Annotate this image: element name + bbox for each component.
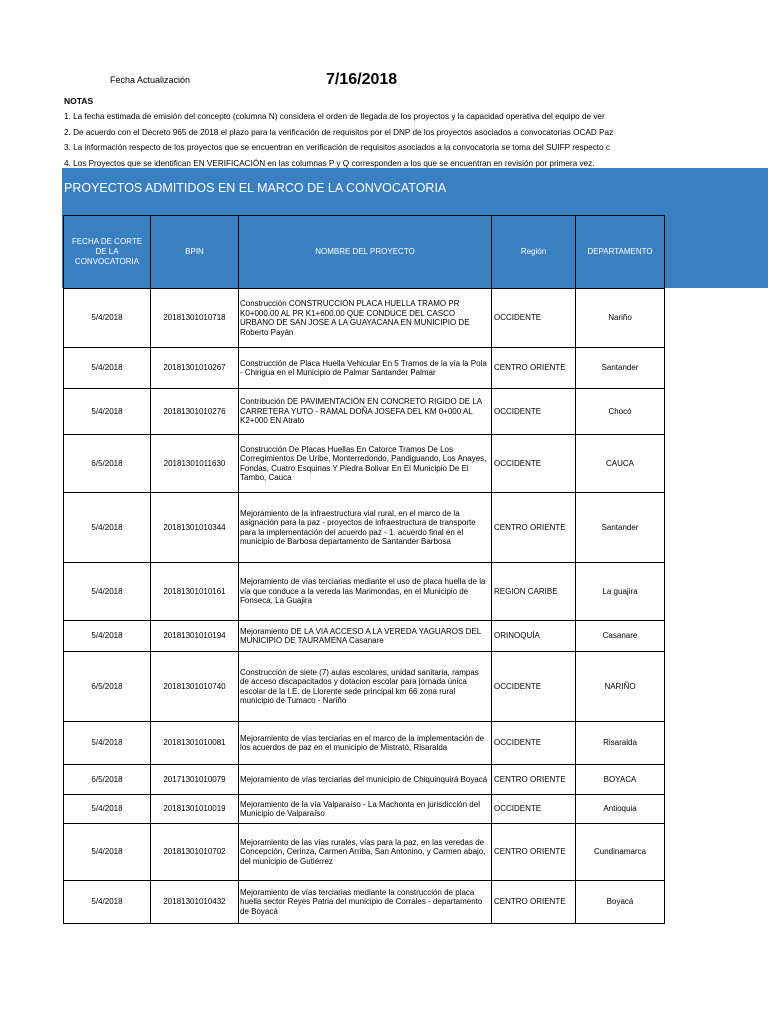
cell-nombre: Construcción De Placas Huellas En Catorce Tramos De Los Corregimientos De Uribe, Monterredondo, Pandiguando, Los Anayes, Fondas, Cuatro Esquinas Y Piedra Bolivar En El Municipio De El Tambo, Cauca (239, 435, 492, 493)
notes-title: NOTAS (64, 96, 94, 106)
cell-departamento: Chocó (576, 389, 665, 435)
cell-bpin: 20181301010740 (151, 652, 239, 722)
cell-nombre: Contribución DE PAVIMENTACIÓN EN CONCRETO RIGIDO DE LA CARRETERA YUTO - RAMAL DOÑA JOSEFA DEL KM 0+000 AL K2+000 EN Atrato (239, 389, 492, 435)
table-row (64, 348, 665, 389)
cell-bpin: 20181301010344 (151, 493, 239, 563)
table-row (64, 765, 665, 795)
cell-bpin: 20181301010161 (151, 563, 239, 621)
cell-region: CENTRO ORIENTE (492, 765, 576, 795)
cell-bpin: 20181301010267 (151, 348, 239, 389)
header-region: Región (492, 216, 576, 289)
projects-table (63, 215, 665, 924)
cell-region: CENTRO ORIENTE (492, 824, 576, 881)
cell-fecha: 5/4/2018 (64, 563, 151, 621)
cell-region: CENTRO ORIENTE (492, 493, 576, 563)
cell-fecha: 6/5/2018 (64, 652, 151, 722)
cell-bpin: 20181301010194 (151, 621, 239, 652)
cell-nombre: Mejoramiento de vías terciarias en el marco de la implementación de los acuerdos de paz en el municipio de Mistrató, Risaralda (239, 722, 492, 765)
cell-fecha: 5/4/2018 (64, 795, 151, 824)
cell-fecha: 5/4/2018 (64, 722, 151, 765)
cell-nombre: Mejoramiento de vías terciarias mediante la construcción de placa huella sector Reyes Patria del municipio de Corrales - departamento de Boyacá (239, 881, 492, 924)
cell-bpin: 20181301010702 (151, 824, 239, 881)
table-row (64, 824, 665, 881)
cell-departamento: Risaralda (576, 722, 665, 765)
note-2: 2. De acuerdo con el Decreto 965 de 2018 el plazo para la verificación de requisitos por el DNP de los proyectos asociados a convocatorias OCAD Paz (64, 127, 614, 137)
cell-fecha: 5/4/2018 (64, 389, 151, 435)
table-row (64, 881, 665, 924)
cell-fecha: 5/4/2018 (64, 621, 151, 652)
table-row (64, 389, 665, 435)
cell-nombre: Construcción de Placa Huella Vehicular En 5 Tramos de la vía la Pola - Chirigua en el Municipio de Palmar Santander Palmar (239, 348, 492, 389)
cell-bpin: 20181301011630 (151, 435, 239, 493)
cell-departamento: Casanare (576, 621, 665, 652)
cell-nombre: Mejoramiento de la vía Valparaíso - La Machonta en jurisdicción del Municipio de Valparaíso (239, 795, 492, 824)
cell-region: OCCIDENTE (492, 722, 576, 765)
cell-region: OCCIDENTE (492, 652, 576, 722)
cell-nombre: Mejoramiento de la infraestructura vial rural, en el marco de la asignación para la paz - proyectos de infraestructura de transporte para la implementación del acuerdo paz - 1. acuerdo final en el municipio de Barbosa departamento de Santander Barbosa (239, 493, 492, 563)
table-row (64, 493, 665, 563)
header-bpin: BPIN (151, 216, 239, 289)
cell-departamento: Antioquia (576, 795, 665, 824)
cell-fecha: 5/4/2018 (64, 493, 151, 563)
cell-fecha: 5/4/2018 (64, 824, 151, 881)
cell-nombre: Mejoramiento de vías terciarias mediante el uso de placa huella de la vía que conduce a la vereda las Marimondas, en el Municipio de Fonseca, La Guajira (239, 563, 492, 621)
cell-nombre: Mejoramiento DE LA VIA ACCESO A LA VEREDA YAGUAROS DEL MUNICIPIO DE TAURAMENA Casanare (239, 621, 492, 652)
cell-fecha: 5/4/2018 (64, 348, 151, 389)
fecha-actualizacion-label: Fecha Actualización (110, 75, 191, 85)
cell-departamento: Nariño (576, 289, 665, 348)
cell-nombre: Mejoramiento de vías terciarias del municipio de Chiquinquirá Boyacá (239, 765, 492, 795)
cell-departamento: NARIÑO (576, 652, 665, 722)
cell-region: REGION CARIBE (492, 563, 576, 621)
table-row (64, 795, 665, 824)
cell-region: OCCIDENTE (492, 389, 576, 435)
cell-bpin: 20181301010081 (151, 722, 239, 765)
header-departamento: DEPARTAMENTO (576, 216, 665, 289)
cell-nombre: Construcción de siete (7) aulas escolares, unidad sanitaria, rampas de acceso discapacitados y dotacion escolar para jornada única escolar de la I.E. de Llorente sede principal km 66 zona rural municipio de Tumaco - Nariño (239, 652, 492, 722)
cell-bpin: 20181301010019 (151, 795, 239, 824)
cell-fecha: 5/4/2018 (64, 881, 151, 924)
table-row (64, 563, 665, 621)
cell-bpin: 20181301010276 (151, 389, 239, 435)
note-3: 3. La información respecto de los proyectos que se encuentran en verificación de requisitos asociados a la convocatoria se toma del SUIFP respecto c (64, 143, 610, 152)
header-fecha-corte: FECHA DE CORTE DE LA CONVOCATORIA (64, 216, 151, 289)
cell-departamento: Santander (576, 348, 665, 389)
cell-region: CENTRO ORIENTE (492, 348, 576, 389)
cell-region: CENTRO ORIENTE (492, 881, 576, 924)
cell-departamento: Cundinamarca (576, 824, 665, 881)
cell-region: OCCIDENTE (492, 289, 576, 348)
cell-bpin: 20181301010432 (151, 881, 239, 924)
table-header-row (64, 216, 665, 289)
cell-fecha: 6/5/2018 (64, 435, 151, 493)
cell-departamento: Santander (576, 493, 665, 563)
cell-region: OCCIDENTE (492, 435, 576, 493)
cell-departamento: La guajira (576, 563, 665, 621)
header-nombre-proyecto: NOMBRE DEL PROYECTO (239, 216, 492, 289)
table-row (64, 652, 665, 722)
section-title: PROYECTOS ADMITIDOS EN EL MARCO DE LA CONVOCATORIA (64, 181, 447, 195)
cell-departamento: BOYACA (576, 765, 665, 795)
cell-nombre: Mejoramiento de las vías rurales, vías para la paz, en las veredas de Concepción, Cerinza, Carmen Arriba, San Antonino, y Carmen abajo, del municipio de Gutiérrez (239, 824, 492, 881)
cell-departamento: CAUCA (576, 435, 665, 493)
cell-fecha: 6/5/2018 (64, 765, 151, 795)
cell-region: ORINOQUÍA (492, 621, 576, 652)
notes-list (64, 109, 664, 171)
cell-region: OCCIDENTE (492, 795, 576, 824)
cell-departamento: Boyacá (576, 881, 665, 924)
cell-bpin: 20171301010079 (151, 765, 239, 795)
table-row (64, 621, 665, 652)
table-row (64, 722, 665, 765)
table-row (64, 435, 665, 493)
note-4: 4. Los Proyectos que se identifican EN VERIFICACIÓN en las columnas P y Q corresponden a los que se encuentran en revisión por primera vez. (64, 158, 595, 168)
table-row (64, 289, 665, 348)
cell-bpin: 20181301010718 (151, 289, 239, 348)
fecha-actualizacion-value: 7/16/2018 (326, 71, 398, 88)
cell-fecha: 5/4/2018 (64, 289, 151, 348)
note-1: 1. La fecha estimada de emisión del concepto (columna N) considera el orden de llegada de los proyectos y la capacidad operativa del equipo de ver (64, 112, 605, 121)
cell-nombre: Construcción CONSTRUCCIÓN PLACA HUELLA TRAMO PR K0+000.00 AL PR K1+600.00 QUE CONDUCE DEL CASCO URBANO DE SAN JOSE A LA GUAYACANA EN MUNICIPIO DE Roberto Payán (239, 289, 492, 348)
